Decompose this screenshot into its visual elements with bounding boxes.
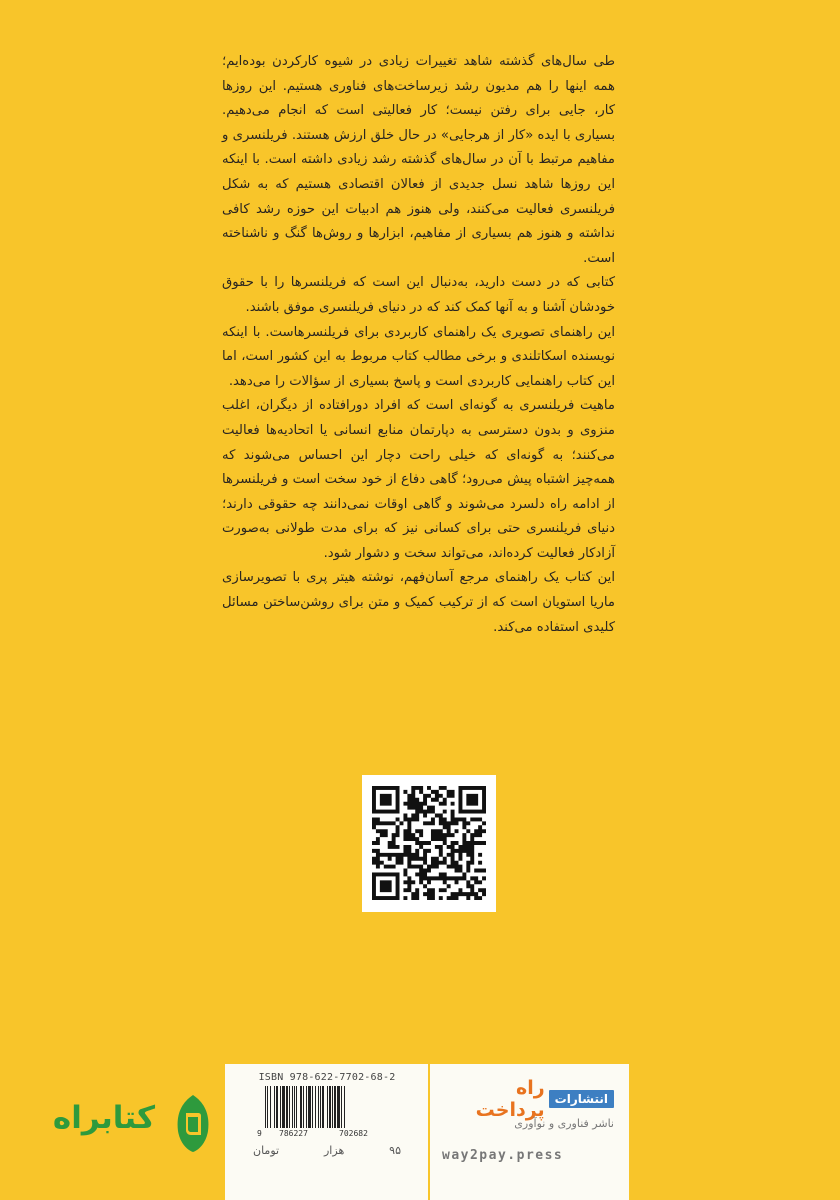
publisher-tagline: ناشر فناوری و نوآوری [514, 1117, 614, 1130]
blurb-paragraph-4: ماهیت فریلنسری به گونه‌ای است که افراد دورافتاده از دیگران، اغلب منزوی و بدون دسترسی به دپارتمان منابع انسانی یا اتحادیه‌ها فعالیت می‌کنند؛ به گونه‌ای که خیلی راحت دچار این احساس می‌شوند که همه‌چیز اشتباه پیش می‌رود؛ گاهی دفاع از خود سخت است و فریلنسرها از ادامه راه دلسرد می‌شوند و گاهی اوقات نمی‌دانند چه حقوقی دارند؛ دنیای فریلنسری حتی برای کسانی نیز که برای مدت طولانی به‌صورت آزادکار فعالیت کرده‌اند، می‌تواند سخت و دشوار شود. [222, 398, 615, 561]
blurb-paragraph-2: کتابی که در دست دارید، به‌دنبال این است که فریلنسرها را با حقوق خودشان آشنا و به آنها کمک کند که در دنیای فریلنسری موفق باشند. [222, 275, 615, 315]
barcode-digits-right: 702682 [339, 1129, 368, 1138]
ketabrah-logo[interactable] [40, 1092, 215, 1162]
store-name: کتابراه [52, 1100, 156, 1136]
publisher-badge: انتشارات [549, 1090, 614, 1108]
price-amount: ۹۵ [389, 1144, 401, 1157]
price-unit-toman: تومان [253, 1144, 280, 1157]
qr-finder-pattern [460, 788, 484, 812]
qr-code-card[interactable] [362, 775, 496, 912]
barcode-bars [265, 1086, 345, 1128]
barcode-digit-left: 9 [257, 1129, 262, 1138]
publisher-name: راه پرداخت [475, 1077, 545, 1121]
qr-finder-pattern [374, 874, 398, 898]
barcode-digits-mid: 786227 [279, 1129, 308, 1138]
publisher-logo [442, 1077, 614, 1121]
blurb-paragraph-5: این کتاب یک راهنمای مرجع آسان‌فهم، نوشته هیتر پری با تصویرسازی ماریا استویان است که از ترکیب کمیک و متن برای روشن‌ساختن مسائل کلیدی استفاده می‌کند. [222, 570, 615, 635]
isbn-text: ISBN 978-622-7702-68-2 [258, 1072, 396, 1083]
publisher-website[interactable]: way2pay.press [442, 1148, 564, 1163]
qr-finder-pattern [374, 788, 398, 812]
panel-divider [428, 1064, 430, 1200]
blurb-paragraph-1: طی سال‌های گذشته شاهد تغییرات زیادی در شیوه کارکردن بوده‌ایم؛ همه اینها را هم مدیون رشد زیرساخت‌های فناوری هستیم. این روزها کار، جایی برای رفتن نیست؛ کار فعالیتی است که انجام می‌دهیم. بسیاری با ایده «کار از هرجایی» در حال خلق ارزش هستند. فریلنسری و مفاهیم مرتبط با آن در سال‌های گذشته رشد زیادی داشته است. با اینکه این روزها شاهد نسل جدیدی از فعالان اقتصادی هستیم که به شکل فریلنسری فعالیت می‌کنند، ولی هنوز هم ادبیات این حوزه رشد کافی نداشته و هنوز هم بسیاری از مفاهیم، ابزارها و روش‌ها گنگ و ناشناخته است. [222, 54, 615, 266]
barcode-icon [257, 1086, 397, 1138]
price-unit-thousand: هزار [324, 1144, 345, 1157]
back-cover-blurb [222, 50, 615, 640]
price-label [253, 1144, 401, 1157]
blurb-paragraph-3: این راهنمای تصویری یک راهنمای کاربردی برای فریلنسرهاست. با اینکه نویسنده اسکاتلندی و برخی مطالب کتاب مربوط به این کشور است، اما این کتاب راهنمایی کاربردی است و پاسخ بسیاری از سؤالات را می‌دهد. [222, 324, 615, 389]
book-leaf-icon [175, 1093, 211, 1153]
barcode-block [243, 1072, 411, 1138]
qr-code-icon [372, 786, 486, 900]
